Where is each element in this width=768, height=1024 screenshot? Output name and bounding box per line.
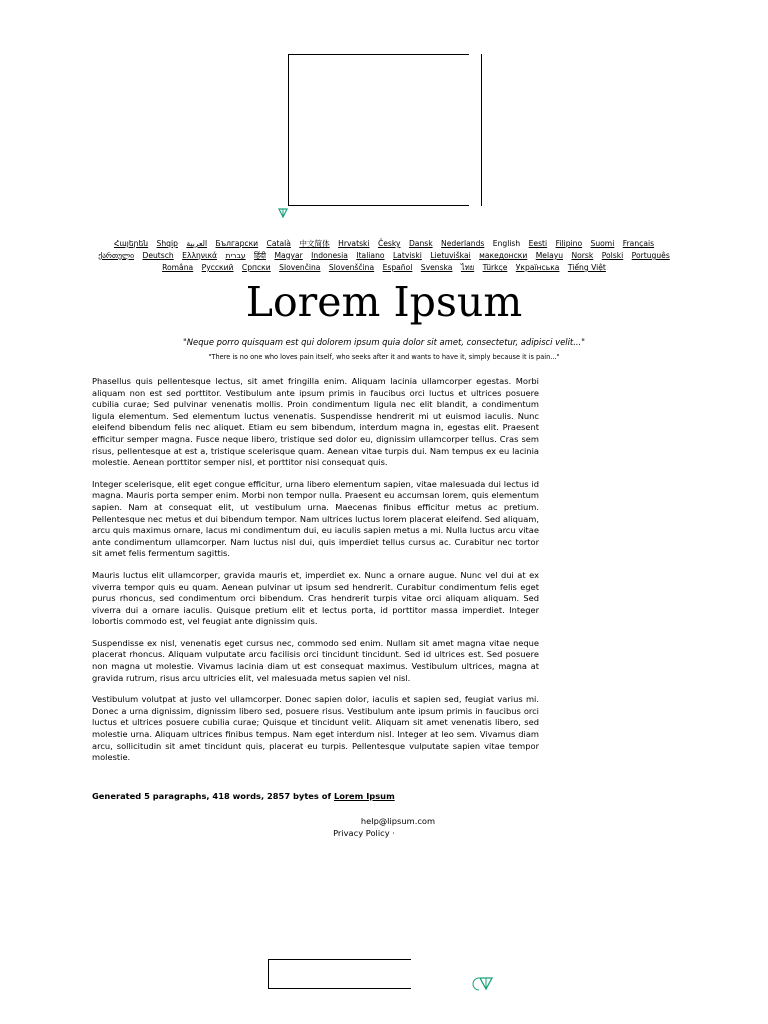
language-link[interactable]: العربية	[186, 239, 208, 248]
language-link[interactable]: עברית	[225, 251, 246, 260]
paragraph: Phasellus quis pellentesque lectus, sit amet fringilla enim. Aliquam lacinia ullamcorper egestas. Morbi aliquam non est sed porttitor. Vestibulum ante ipsum primis in faucibus orci luctus et ultrices posuere cubilia curae; Sed pulvinar venenatis mollis. Proin condimentum ligula nec elit blandit, a condimentum ligula elementum. Sed elementum luctus venenatis. Suspendisse hendrerit mi ut euismod iaculis. Nunc eleifend bibendum felis nec aliquet. Etiam eu sem bibendum, interdum magna in, egestas elit. Praesent efficitur semper magna. Fusce neque libero, tristique sed dolor eu, dignissim ullamcorper tellus. Cras sem risus, pellentesque at est a, tristique scelerisque quam. Aenean vitae turpis dui. Nam tempus ex eu lacinia molestie. Aenean porttitor semper nisl, et porttitor nisi consequat quis.	[92, 376, 539, 468]
lorem-ipsum-link[interactable]: Lorem Ipsum	[333, 791, 395, 801]
adchoices-icon[interactable]	[471, 974, 495, 992]
lorem-content	[92, 376, 539, 774]
language-link[interactable]: Български	[215, 239, 259, 248]
language-link[interactable]: हिंदी	[254, 251, 267, 260]
paragraph: Vestibulum volutpat at justo vel ullamcorper. Donec sapien dolor, iaculis et sapien sed, feugiat varius mi. Donec a urna dignissim, dignissim libero sed, posuere risus. Vestibulum ante ipsum primis in faucibus orci luctus et ultrices posuere cubilia curae; Quisque et tincidunt velit. Aliquam sit amet venenatis libero, sed molestie urna. Aliquam ultrices finibus tempus. Nam eget interdum nisl. Integer at leo sem. Vivamus diam arcu, sollicitudin sit amet tincidunt quis, placerat eu turpis. Pellentesque vulputate sapien vitae tempor molestie.	[92, 694, 539, 763]
paragraph: Suspendisse ex nisl, venenatis eget cursus nec, commodo sed enim. Nullam sit amet magna vitae neque placerat rhoncus. Aliquam vulputate arcu facilisis orci tincidunt tincidunt. Sed id ultrices est. Sed posuere non magna ut molestie. Vivamus lacinia diam ut est consequat maximus. Vestibulum ultrices, magna at gravida rutrum, risus arcu ultricies elit, vel malesuada metus sapien vel nisl.	[92, 637, 539, 683]
language-link[interactable]: Česky	[377, 239, 401, 248]
language-link[interactable]: Српски	[241, 263, 271, 272]
language-link[interactable]: Slovenčina	[279, 263, 321, 272]
contact-email[interactable]: help@lipsum.com	[360, 816, 436, 826]
language-link[interactable]: Norsk	[571, 251, 594, 260]
language-link[interactable]: Eesti	[528, 239, 548, 248]
language-link[interactable]: Indonesia	[311, 251, 348, 260]
language-link[interactable]: ქართული	[98, 251, 135, 260]
language-link[interactable]: ไทย	[460, 263, 475, 272]
language-link[interactable]: Polski	[601, 251, 624, 260]
adchoices-icon[interactable]	[276, 206, 290, 220]
language-link[interactable]: Deutsch	[142, 251, 174, 260]
paragraph: Integer scelerisque, elit eget congue efficitur, urna libero elementum sapien, vitae malesuada dui lectus id magna. Mauris porta semper enim. Morbi non tempor nulla. Praesent eu accumsan lorem, quis elementum sapien. Nam at consequat elit, ut vestibulum urna. Maecenas finibus efficitur metus ac pretium. Pellentesque nec metus et dui bibendum tempor. Nam ultrices luctus lorem placerat eleifend. Sed aliquam, arcu quis maximus ornare, lacus mi condimentum dui, eu iaculis sapien metus a mi. Nulla luctus arcu vitae ante condimentum ullamcorper. Nam luctus nisl dui, quis imperdiet tellus cursus ac. Curabitur nec tortor sit amet felis fermentum sagittis.	[92, 478, 539, 559]
language-link[interactable]: Româna	[162, 263, 194, 272]
english-quote: "There is no one who loves pain itself, who seeks after it and wants to have it, simply because it is pain..."	[208, 353, 560, 361]
language-link[interactable]: Українська	[515, 263, 560, 272]
generated-text: Generated 5 paragraphs, 418 words, 2857 bytes of	[92, 791, 334, 801]
language-link[interactable]: Türkçe	[482, 263, 508, 272]
language-link[interactable]: Français	[622, 239, 655, 248]
language-list	[92, 238, 676, 274]
generated-summary	[92, 790, 539, 802]
language-link[interactable]: Hrvatski	[338, 239, 370, 248]
language-link[interactable]: Español	[382, 263, 413, 272]
language-link[interactable]: Latviski	[392, 251, 422, 260]
language-link[interactable]: Melayu	[535, 251, 564, 260]
language-link[interactable]: Lietuviškai	[430, 251, 471, 260]
language-link[interactable]: Svenska	[420, 263, 453, 272]
top-ad-divider	[481, 54, 482, 206]
paragraph: Mauris luctus elit ullamcorper, gravida mauris et, imperdiet ex. Nunc a ornare augue. Nunc vel dui at ex viverra tempor quis eu quam. Aenean pulvinar ut ipsum sed hendrerit. Curabitur condimentum felis eget purus rhoncus, sed condimentum orci bibendum. Cras hendrerit turpis vitae orci aliquam aliquam. Sed viverra dui a ornare iaculis. Quisque pretium elit et lectus porta, id porttitor massa imperdiet. Integer lobortis commodo est, vel feugiat ante dignissim quis.	[92, 569, 539, 627]
language-link[interactable]: Català	[266, 239, 291, 248]
language-link[interactable]: Pyccкий	[201, 263, 234, 272]
language-link[interactable]: македонски	[479, 251, 528, 260]
latin-quote: "Neque porro quisquam est qui dolorem ipsum quia dolor sit amet, consectetur, adipisci velit..."	[182, 337, 586, 347]
language-link[interactable]: Suomi	[590, 239, 615, 248]
page-title: Lorem Ipsum	[245, 278, 523, 326]
bottom-ad-frame[interactable]	[268, 959, 411, 989]
language-link[interactable]: Tiếng Việt	[567, 263, 606, 272]
language-link[interactable]: Slovenščina	[328, 263, 375, 272]
language-link[interactable]: Português	[631, 251, 670, 260]
language-link[interactable]: Ελληνικά	[182, 251, 218, 260]
language-link[interactable]: Shqip	[156, 239, 178, 248]
language-link[interactable]: Filipino	[555, 239, 583, 248]
language-link[interactable]: 中文简体	[299, 239, 330, 248]
language-link[interactable]: Italiano	[356, 251, 385, 260]
language-link[interactable]: Magyar	[274, 251, 303, 260]
top-ad-frame[interactable]	[288, 54, 469, 206]
language-link[interactable]: Nederlands	[441, 239, 485, 248]
language-link[interactable]: Հայերեն	[113, 239, 149, 248]
language-link: English	[492, 239, 521, 248]
language-link[interactable]: Dansk	[408, 239, 433, 248]
privacy-policy-link[interactable]: Privacy Policy ·	[333, 828, 395, 838]
